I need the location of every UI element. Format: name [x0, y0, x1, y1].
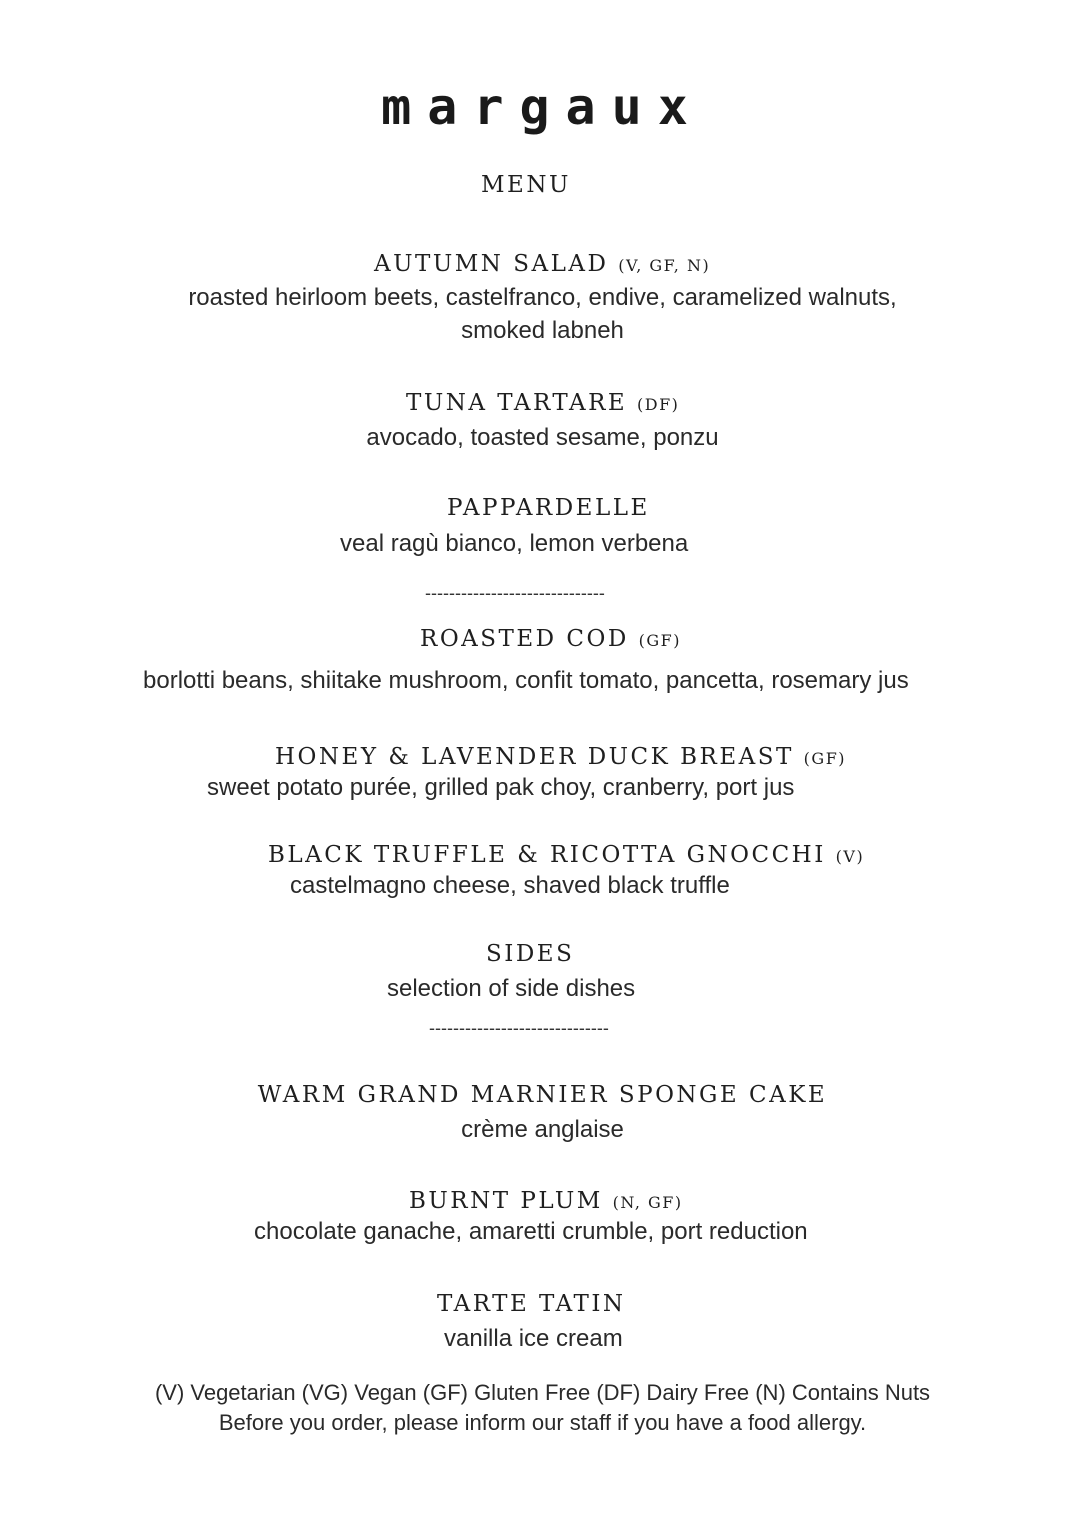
- dietary-tags: (GF): [638, 631, 682, 650]
- item-description: borlotti beans, shiitake mushroom, confit tomato, pancetta, rosemary jus: [143, 667, 909, 694]
- section-divider: ------------------------------: [425, 583, 605, 603]
- item-description: smoked labneh: [461, 317, 624, 344]
- item-description: castelmagno cheese, shaved black truffle: [290, 872, 730, 899]
- item-heading: [374, 251, 710, 277]
- item-name: BURNT PLUM: [409, 1188, 603, 1214]
- item-name: ROASTED COD: [420, 626, 629, 652]
- item-name: PAPPARDELLE: [447, 495, 650, 521]
- item-name: TUNA TARTARE: [406, 390, 628, 416]
- dietary-tags: (GF): [803, 749, 847, 768]
- item-name: TARTE TATIN: [437, 1291, 626, 1317]
- dietary-tags: (N, GF): [612, 1193, 683, 1212]
- restaurant-logo: margaux: [381, 78, 704, 136]
- item-description: crème anglaise: [461, 1116, 624, 1143]
- item-description: veal ragù bianco, lemon verbena: [340, 530, 689, 557]
- item-name: WARM GRAND MARNIER SPONGE CAKE: [257, 1082, 828, 1108]
- item-description: sweet potato purée, grilled pak choy, cranberry, port jus: [207, 774, 795, 801]
- item-heading: [268, 842, 864, 868]
- item-heading: [420, 626, 681, 652]
- dietary-tags: (V, GF, N): [618, 256, 711, 275]
- item-name: BLACK TRUFFLE & RICOTTA GNOCCHI: [268, 842, 826, 868]
- dietary-tags: (DF): [637, 395, 680, 414]
- item-heading: [275, 744, 846, 770]
- dietary-tags: (V): [835, 847, 865, 866]
- item-heading: [406, 390, 679, 416]
- item-description: avocado, toasted sesame, ponzu: [366, 424, 719, 451]
- item-description: roasted heirloom beets, castelfranco, endive, caramelized walnuts,: [188, 284, 897, 311]
- item-name: AUTUMN SALAD: [374, 251, 609, 277]
- item-description: chocolate ganache, amaretti crumble, port reduction: [254, 1218, 808, 1245]
- item-heading: [409, 1188, 683, 1214]
- menu-title: MENU: [481, 172, 571, 198]
- dietary-legend: (V) Vegetarian (VG) Vegan (GF) Gluten Free (DF) Dairy Free (N) Contains Nuts: [154, 1380, 931, 1405]
- allergy-notice: Before you order, please inform our staff if you have a food allergy.: [218, 1410, 867, 1435]
- item-description: vanilla ice cream: [444, 1325, 623, 1352]
- item-name: SIDES: [486, 941, 575, 967]
- item-description: selection of side dishes: [387, 975, 636, 1002]
- section-divider: ------------------------------: [429, 1018, 609, 1038]
- item-name: HONEY & LAVENDER DUCK BREAST: [275, 744, 794, 770]
